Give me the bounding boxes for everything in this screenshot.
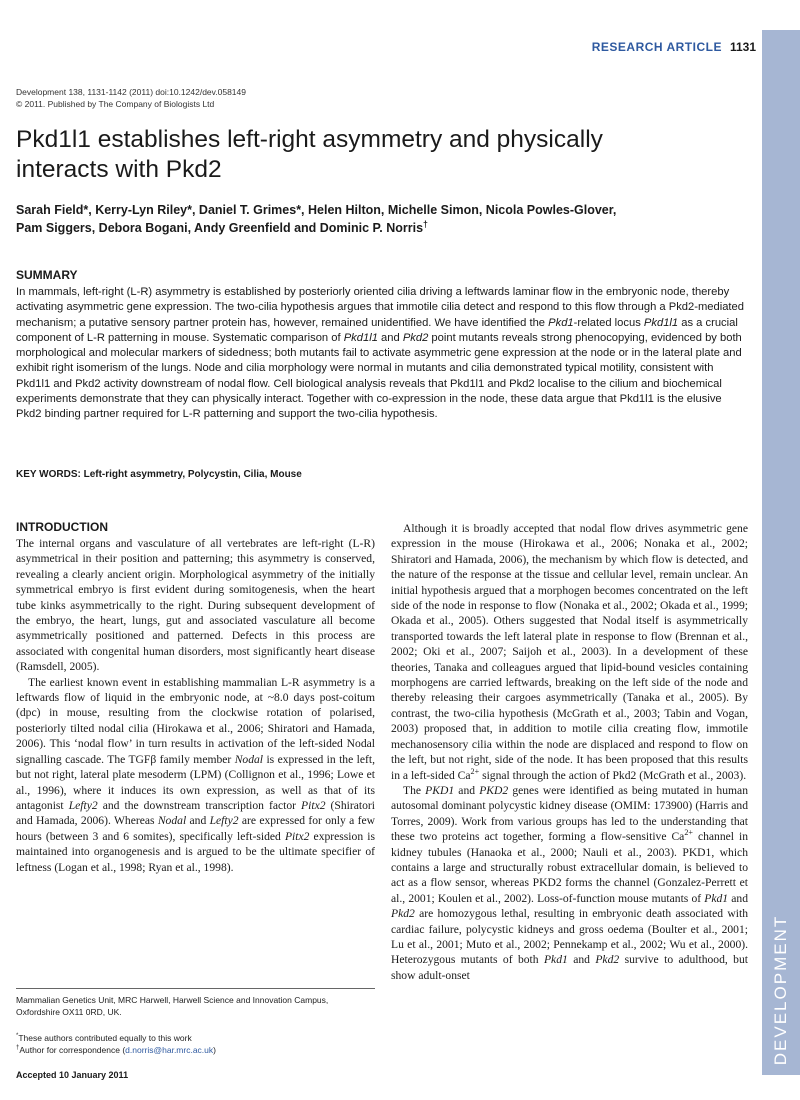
intro-paragraph-2: The earliest known event in establishing mammalian L-R asymmetry is a leftwards flow of liquid in the embryonic node, at ~8.0 days post-coitum (dpc) in mouse, resulting from the clockwise rotation of polarised, posteriorly tilted nodal cilia (Hirokawa et al., 2006; Shiratori and Hamada, 2006). This ‘nodal flow’ in turn results in activation of the left-sided Nodal signalling cascade. The TGFβ family member Nodal is expressed in the left, but not right, lateral plate mesoderm (LPM) (Collignon et al., 1996; Lowe et al., 1996), where it induces its own expression, as well as that of its antagonist Lefty2 and the downstream transcription factor Pitx2 (Shiratori and Hamada, 2006). Whereas Nodal and Lefty2 are expressed for only a few hours (between 3 and 6 somites), specifically left-sided Pitx2 expression is maintained into organogenesis and is argued to be the ultimate specifier of leftness (Logan et al., 1998; Ryan et al., 1998). bbox=[16, 675, 375, 874]
footnote-divider bbox=[16, 988, 375, 989]
section-label: RESEARCH ARTICLE bbox=[591, 40, 722, 54]
page-number: 1131 bbox=[729, 40, 756, 54]
intro-paragraph-4: The PKD1 and PKD2 genes were identified as being mutated in human autosomal dominant polycystic kidney disease (OMIM: 173900) (Harris and Torres, 2009). Work from various groups has led to the understanding that these two proteins act together, forming a flow-sensitive $Ca^{2+}$ channel in kidney tubules (Hanaoka et al., 2000; Nauli et al., 2003). PKD1, which contains a large and structurally robust extracellular domain, is believed to act as a flow sensor, whereas PKD2 forms the channel (Gonzalez-Perrett et al., 2001; Koulen et al., 2002). Loss-of-function mouse mutants of Pkd1 and Pkd2 are homozygous lethal, resulting in embryonic death associated with cardiac failure, polycystic kidneys and gross oedema (Boulter et al., 2001; Lu et al., 2001; Muto et al., 2002; Pennekamp et al., 2002; Wu et al., 2000). Heterozygous mutants of both Pkd1 and Pkd2 survive to adulthood, but show adult-onset bbox=[391, 783, 748, 982]
citation-block bbox=[16, 86, 246, 110]
accepted-date: Accepted 10 January 2011 bbox=[16, 1070, 129, 1080]
equal-contribution-note: *These authors contributed equally to this work bbox=[16, 1033, 192, 1043]
body-column-right bbox=[391, 521, 748, 983]
author-list: Sarah Field*, Kerry-Lyn Riley*, Daniel T. Grimes*, Helen Hilton, Michelle Simon, Nicola Powles-Glover, Pam Siggers, Debora Bogani, Andy Greenfield and Dominic P. Norris† bbox=[16, 203, 617, 235]
intro-paragraph-1: The internal organs and vasculature of all vertebrates are left-right (L-R) asymmetrical in their position and patterning; this asymmetry is conserved, revealing a clearly ancient origin. Morphological asymmetry of the initially symmetrical embryo is first evident during somitogenesis, when the heart tube kinks asymmetrically to the right. During subsequent development of the embryo, the heart, lungs, gut and associated vasculature all become asymmetrically positioned and patterned. Defects in this process are associated with congenital human disorders, most significantly heart disease (Ramsdell, 2005). bbox=[16, 537, 375, 674]
summary-text: In mammals, left-right (L-R) asymmetry is established by posteriorly oriented cilia driving a leftwards laminar flow in the embryonic node, thereby activating asymmetric gene expression. The two-cilia hypothesis argues that immotile cilia detect and respond to this flow through a Pkd2-mediated mechanism; a putative sensory partner protein has, however, remained unidentified. We have identified the Pkd1-related locus Pkd1l1 as a crucial component of L-R patterning in mouse. Systematic comparison of Pkd1l1 and Pkd2 point mutants reveals strong phenocopying, evidenced by both morphological and molecular markers of sidedness; both mutants fail to activate asymmetric gene expression at the node or in the lateral plate and exhibit right isomerism of the lungs. Node and cilia morphology were normal in mutants and cilia demonstrated typical motility, consistent with Pkd1l1 and Pkd2 activity downstream of nodal flow. Cell biological analysis reveals that Pkd1l1 and Pkd2 localise to the cilium and biochemical experiments demonstrate that they can physically interact. Together with co-expression in the node, these data argue that Pkd1l1 is the elusive Pkd2 binding partner required for L-R patterning and support the two-cilia hypothesis. bbox=[16, 286, 744, 421]
citation-line: Development 138, 1131-1142 (2011) doi:10.1242/dev.058149 bbox=[16, 87, 246, 97]
body-column-left bbox=[16, 536, 375, 875]
copyright-line: © 2011. Published by The Company of Biologists Ltd bbox=[16, 99, 215, 109]
keywords: KEY WORDS: Left-right asymmetry, Polycystin, Cilia, Mouse bbox=[16, 469, 302, 480]
affiliation: Mammalian Genetics Unit, MRC Harwell, Harwell Science and Innovation Campus, Oxfordshire OX11 0RD, UK. bbox=[16, 995, 329, 1017]
correspondence-email-link[interactable]: d.norris@har.mrc.ac.uk bbox=[125, 1045, 214, 1055]
journal-sidebar bbox=[762, 30, 800, 1075]
running-header bbox=[592, 40, 756, 54]
correspondence-note: †Author for correspondence (d.norris@har.mrc.ac.uk) bbox=[16, 1045, 216, 1055]
intro-paragraph-3: Although it is broadly accepted that nodal flow drives asymmetric gene expression in the mouse (Hirokawa et al., 2006; Nonaka et al., 2002; Shiratori and Hamada, 2006), the mechanism by which flow is detected, and the nature of the response at the tissue and cellular level, remain unclear. An initial hypothesis argued that a morphogen becomes concentrated on the left side of the node in response to flow (Nonaka et al., 2002; Okada et al., 1999; Okada et al., 2005). Others suggested that Nodal itself is asymmetrically transported towards the left lateral plate in response to flow (Brennan et al., 2002; Oki et al., 2007; Saijoh et al., 2003). In a development of these theories, Tanaka and colleagues argued that lipid-bound vesicles containing morphogens are carried leftwards, breaking on the left side of the node and thereby releasing their cargoes asymmetrically (Tanaka et al., 2005). By contrast, the two-cilia hypothesis (McGrath et al., 2003; Tabin and Vogan, 2003) proposed that, in addition to motile cilia creating flow, immotile mechanosensory cilia within the node are displaced and respond to flow on the left, but not right, side of the node. It has been proposed that this results in a left-sided $Ca^{2+}$ signal through the action of Pkd2 (McGrath et al., 2003). bbox=[391, 522, 748, 782]
article-title: Pkd1l1 establishes left-right asymmetry and physically interacts with Pkd2 bbox=[16, 126, 603, 183]
introduction-heading: INTRODUCTION bbox=[16, 520, 108, 534]
corresponding-author-mark: † bbox=[423, 218, 428, 229]
summary-heading: SUMMARY bbox=[16, 268, 78, 282]
author-notes bbox=[16, 1032, 375, 1056]
journal-name-vertical: DEVELOPMENT bbox=[771, 914, 791, 1066]
